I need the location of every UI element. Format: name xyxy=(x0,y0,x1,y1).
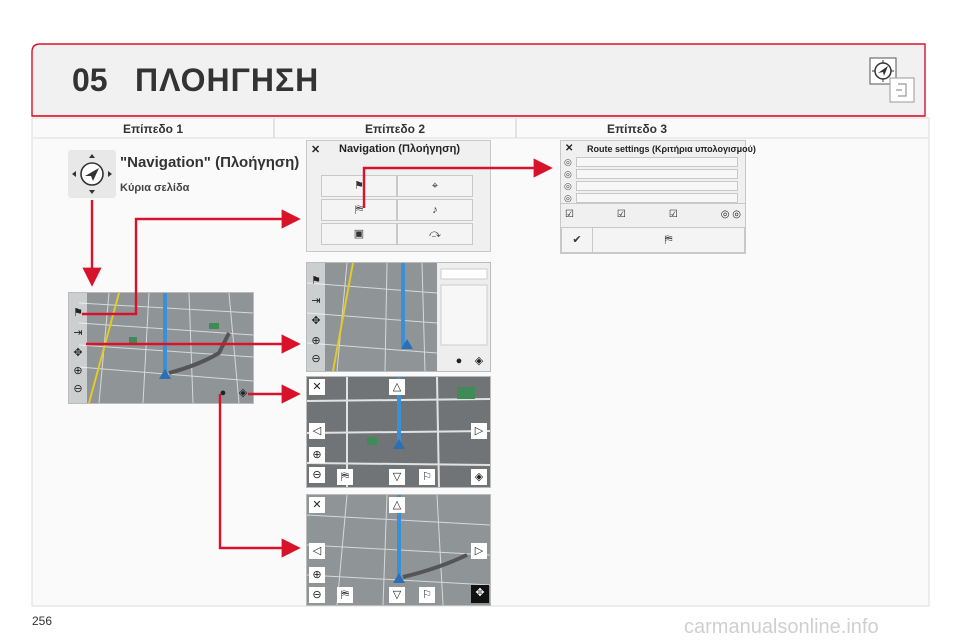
level1-title: "Navigation" (Πλοήγηση) xyxy=(120,154,300,171)
zoom-in-icon[interactable]: ⊕ xyxy=(311,335,321,347)
close-icon[interactable]: ✕ xyxy=(565,143,574,154)
watermark: carmanualsonline.info xyxy=(684,616,879,638)
destination-flag-icon[interactable]: ⚐ xyxy=(419,469,435,485)
chapter-number: 05 xyxy=(72,62,108,98)
poi-icon[interactable]: ● xyxy=(219,387,227,399)
level2-menu-title: Navigation (Πλοήγηση) xyxy=(339,143,461,155)
column-level-3: Επίπεδο 3 xyxy=(606,122,668,136)
poi-icon[interactable]: ● xyxy=(455,355,463,367)
level1-subtitle: Κύρια σελίδα xyxy=(120,182,190,194)
arrow-right-icon[interactable]: ▷ xyxy=(471,543,487,559)
arrow-left-icon[interactable]: ◁ xyxy=(309,423,325,439)
voice-icon: ♪ xyxy=(432,204,438,216)
arrow-up-icon[interactable]: △ xyxy=(389,497,405,513)
page-number: 256 xyxy=(32,614,53,628)
move-icon[interactable]: ✥ xyxy=(471,585,489,603)
close-icon[interactable]: ✕ xyxy=(311,144,321,156)
zoom-out-icon[interactable]: ⊖ xyxy=(73,383,83,395)
compass-icon[interactable]: ◈ xyxy=(474,355,484,367)
login-icon[interactable]: ⇥ xyxy=(311,295,321,307)
close-icon[interactable]: ✕ xyxy=(309,497,325,513)
save-icon: ▣ xyxy=(353,228,365,240)
arrow-down-icon[interactable]: ▽ xyxy=(389,469,405,485)
radio-icon[interactable]: ◎ xyxy=(564,193,572,203)
move-icon[interactable]: ✥ xyxy=(73,347,83,359)
checkmark-icon: ✔ xyxy=(572,234,582,246)
column-level-2: Επίπεδο 2 xyxy=(364,122,426,136)
move-icon[interactable]: ✥ xyxy=(311,315,321,327)
radio-icon[interactable]: ◎ xyxy=(564,157,572,167)
radio-icon[interactable]: ◎ xyxy=(564,169,572,179)
checkbox-icon[interactable]: ☑ xyxy=(616,209,626,220)
arrow-down-icon[interactable]: ▽ xyxy=(389,587,405,603)
detour-icon: ⤼ xyxy=(429,228,441,240)
destination-flag-icon[interactable]: ⚐ xyxy=(419,587,435,603)
route-settings-icon: ⛿ xyxy=(664,234,673,246)
route-settings-icon: ⛿ xyxy=(355,204,363,216)
arrow-up-icon[interactable]: △ xyxy=(389,379,405,395)
checkbox-icon[interactable]: ☑ xyxy=(668,209,678,220)
zoom-out-icon[interactable]: ⊖ xyxy=(309,587,325,603)
column-level-1: Επίπεδο 1 xyxy=(122,122,184,136)
flag-icon[interactable]: ⚑ xyxy=(73,307,83,319)
zoom-out-icon[interactable]: ⊖ xyxy=(311,353,321,365)
radio-icon[interactable]: ◎ xyxy=(564,181,572,191)
radio-icon[interactable]: ◎ ◎ xyxy=(720,209,741,220)
checkbox-icon[interactable]: ☑ xyxy=(565,209,574,220)
flag-icon: ⚑ xyxy=(354,180,364,192)
arrow-right-icon[interactable]: ▷ xyxy=(471,423,487,439)
level3-menu-title: Route settings (Κριτήρια υπολογισμού) xyxy=(587,144,756,154)
zoom-out-icon[interactable]: ⊖ xyxy=(309,467,325,483)
crosshair-icon: ⌖ xyxy=(431,180,439,192)
zoom-in-icon[interactable]: ⊕ xyxy=(73,365,83,377)
login-icon[interactable]: ⇥ xyxy=(73,327,83,339)
route-settings-icon[interactable]: ⛿ xyxy=(337,469,353,485)
zoom-in-icon[interactable]: ⊕ xyxy=(309,567,325,583)
compass-icon[interactable]: ◈ xyxy=(471,469,487,485)
compass-icon[interactable]: ◈ xyxy=(238,387,248,399)
zoom-in-icon[interactable]: ⊕ xyxy=(309,447,325,463)
page-title: ΠΛΟΗΓΗΣΗ xyxy=(135,62,320,98)
close-icon[interactable]: ✕ xyxy=(309,379,325,395)
route-settings-icon[interactable]: ⛿ xyxy=(337,587,353,603)
flag-icon[interactable]: ⚑ xyxy=(311,275,321,287)
arrow-left-icon[interactable]: ◁ xyxy=(309,543,325,559)
